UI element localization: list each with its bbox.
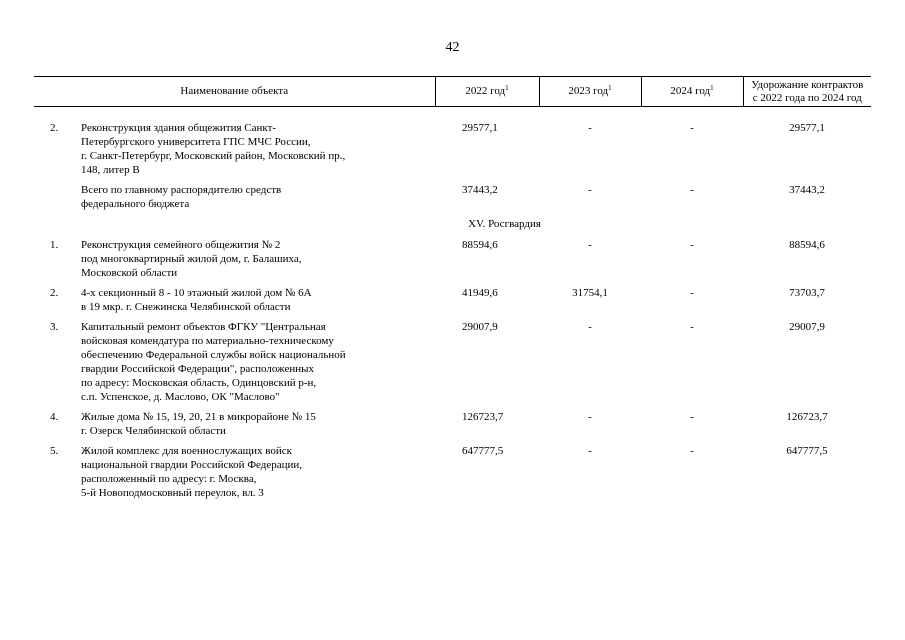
value-2023: 31754,1	[572, 287, 608, 299]
value-2024: -	[690, 239, 694, 251]
value-cost-increase: 73703,7	[789, 287, 825, 299]
value-2022: 88594,6	[462, 239, 498, 251]
object-name-line: Всего по главному распорядителю средств	[81, 184, 282, 196]
value-2024: -	[690, 122, 694, 134]
object-name-line: в 19 мкр. г. Снежинска Челябинской области	[81, 301, 291, 313]
table-row	[34, 238, 871, 286]
table-header-row	[34, 77, 871, 107]
header-cost-increase: Удорожание контрактов с 2022 года по 2024 год	[743, 77, 871, 107]
object-name-line: 5-й Новоподмосковный переулок, вл. 3	[81, 487, 264, 499]
table-body	[34, 107, 871, 507]
object-name	[80, 410, 435, 444]
object-name-line: под многоквартирный жилой дом, г. Балашиха,	[81, 253, 302, 265]
header-2023: 2023 год$^1$	[539, 77, 641, 107]
row-number: 2.	[50, 122, 59, 134]
row-number	[34, 183, 80, 217]
row-number: 2.	[50, 287, 59, 299]
value-2023: -	[588, 321, 592, 333]
value-2024: -	[690, 184, 694, 196]
value-2023: -	[588, 239, 592, 251]
object-name-line: федерального бюджета	[81, 198, 190, 210]
table-row	[34, 320, 871, 410]
object-name	[80, 320, 435, 410]
value-cost-increase: 88594,6	[789, 239, 825, 251]
object-name-line: Петербургского университета ГПС МЧС России,	[81, 136, 311, 148]
value-2024: -	[690, 287, 694, 299]
object-name	[80, 238, 435, 286]
contracts-table	[34, 76, 871, 506]
row-number: 4.	[50, 411, 59, 423]
object-name	[80, 444, 435, 506]
value-2022: 29007,9	[462, 321, 498, 333]
object-name-line: г. Озерск Челябинской области	[81, 425, 226, 437]
row-number: 1.	[50, 239, 59, 251]
value-2023: -	[588, 184, 592, 196]
object-name-line: Жилой комплекс для военнослужащих войск	[81, 445, 292, 457]
table-row	[34, 410, 871, 444]
object-name-line: Жилые дома № 15, 19, 20, 21 в микрорайоне № 15	[81, 411, 316, 423]
object-name-line: Реконструкция здания общежития Санкт-	[81, 122, 277, 134]
value-2023: -	[588, 445, 592, 457]
value-2022: 126723,7	[462, 411, 504, 423]
object-name-line: 4-х секционный 8 - 10 этажный жилой дом № 6А	[81, 287, 312, 299]
value-2022: 37443,2	[462, 184, 498, 196]
object-name	[80, 121, 435, 183]
value-2022: 647777,5	[462, 445, 504, 457]
object-name-line: Реконструкция семейного общежития № 2	[81, 239, 281, 251]
row-number: 3.	[50, 321, 59, 333]
object-name-line: по адресу: Московская область, Одинцовский р-н,	[81, 377, 317, 389]
object-name-line: Капитальный ремонт объектов ФГКУ "Центральная	[81, 321, 326, 333]
value-2022: 29577,1	[462, 122, 498, 134]
object-name-line: с.п. Успенское, д. Маслово, ОК "Маслово"	[81, 391, 280, 403]
header-2022: 2022 год$^1$	[435, 77, 539, 107]
table-row	[34, 444, 871, 506]
value-cost-increase: 37443,2	[789, 184, 825, 196]
value-2023: -	[588, 411, 592, 423]
object-name-line: национальной гвардии Российской Федерации,	[81, 459, 303, 471]
value-2024: -	[690, 411, 694, 423]
page-number: 42	[445, 40, 460, 55]
value-2022: 41949,6	[462, 287, 498, 299]
table-row	[34, 183, 871, 217]
value-2023: -	[588, 122, 592, 134]
header-object-name: Наименование объекта	[34, 77, 435, 107]
object-name-line: г. Санкт-Петербург, Московский район, Московский пр.,	[81, 150, 346, 162]
row-number: 5.	[50, 445, 59, 457]
value-cost-increase: 29007,9	[789, 321, 825, 333]
table-row	[34, 286, 871, 320]
object-name-line: расположенный по адресу: г. Москва,	[81, 473, 257, 485]
value-cost-increase: 647777,5	[786, 445, 828, 457]
object-name-line: гвардии Российской Федерации", расположенных	[81, 363, 315, 375]
value-2024: -	[690, 445, 694, 457]
section-title: XV. Росгвардия	[468, 218, 541, 230]
object-name-line: 148, литер В	[81, 164, 140, 176]
object-name-line: Московской области	[81, 267, 178, 279]
value-cost-increase: 126723,7	[786, 411, 828, 423]
section-row	[34, 217, 871, 238]
value-2024: -	[690, 321, 694, 333]
table-row	[34, 121, 871, 183]
header-2024: 2024 год$^1$	[641, 77, 743, 107]
object-name-line: войсковая комендатура по материально-техническому	[81, 335, 334, 347]
object-name-line: обеспечению Федеральной службы войск национальной	[81, 349, 346, 361]
value-cost-increase: 29577,1	[789, 122, 825, 134]
object-name	[80, 286, 435, 320]
object-name	[80, 183, 435, 217]
